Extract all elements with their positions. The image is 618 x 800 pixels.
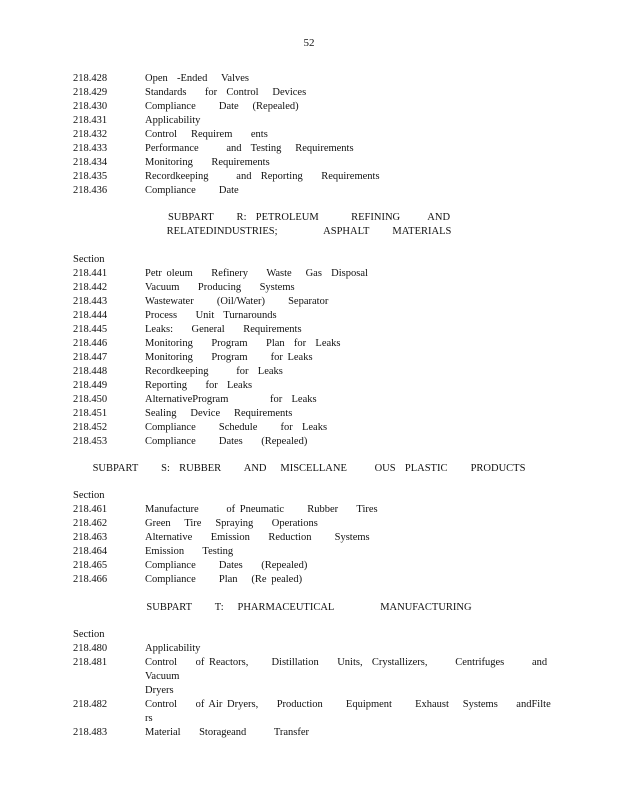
section-number: 218.444 bbox=[73, 310, 108, 321]
section-title: Vacuum Producing Systems bbox=[145, 282, 295, 293]
section-number: 218.441 bbox=[73, 268, 108, 279]
section-entry bbox=[73, 559, 553, 573]
section-entry bbox=[73, 100, 553, 114]
section-number: 218.429 bbox=[73, 87, 108, 98]
section-entry bbox=[73, 281, 553, 295]
section-entry bbox=[73, 72, 553, 86]
section-number: 218.481 bbox=[73, 657, 108, 668]
section-number: 218.453 bbox=[73, 436, 108, 447]
section-number: 218.482 bbox=[73, 699, 108, 710]
section-entry bbox=[73, 365, 553, 379]
section-title: Recordkeeping and Reporting Requirements bbox=[145, 171, 380, 182]
section-number: 218.465 bbox=[73, 560, 108, 571]
section-number: 218.432 bbox=[73, 129, 108, 140]
section-label: Section bbox=[73, 490, 105, 501]
section-title: AlternativeProgram for Leaks bbox=[145, 394, 317, 405]
subpart-s-heading: SUBPART S: RUBBER AND MISCELLANE OUS PLASTIC PRODUCTS bbox=[92, 463, 526, 474]
section-title: Compliance Date (Repealed) bbox=[145, 101, 299, 112]
section-list-block3 bbox=[73, 489, 553, 587]
section-number: 218.428 bbox=[73, 73, 108, 84]
section-title: Emission Testing bbox=[145, 546, 234, 557]
section-entry bbox=[73, 531, 553, 545]
section-entry bbox=[73, 393, 553, 407]
section-number: 218.443 bbox=[73, 296, 108, 307]
section-number: 218.450 bbox=[73, 394, 108, 405]
section-label: Section bbox=[73, 254, 105, 265]
section-title: Applicability bbox=[145, 643, 201, 654]
section-number: 218.442 bbox=[73, 282, 108, 293]
section-title: Monitoring Requirements bbox=[145, 157, 270, 168]
section-number: 218.463 bbox=[73, 532, 108, 543]
section-number: 218.445 bbox=[73, 324, 108, 335]
section-list-block4 bbox=[73, 628, 560, 740]
page-number: 52 bbox=[303, 37, 315, 49]
section-list-block1 bbox=[73, 72, 553, 198]
section-entry bbox=[73, 337, 553, 351]
section-title: Green Tire Spraying Operations bbox=[145, 518, 318, 529]
section-title: Recordkeeping for Leaks bbox=[145, 366, 283, 377]
section-entry bbox=[73, 128, 553, 142]
section-number: 218.480 bbox=[73, 643, 108, 654]
section-title: Compliance Plan (Re pealed) bbox=[145, 574, 303, 585]
section-entry bbox=[73, 295, 553, 309]
section-title: Open -Ended Valves bbox=[145, 73, 249, 84]
section-entry bbox=[73, 545, 553, 559]
subpart-t-heading: SUBPART T: PHARMACEUTICAL MANUFACTURING bbox=[146, 602, 472, 613]
section-number: 218.449 bbox=[73, 380, 108, 391]
section-entry bbox=[73, 642, 553, 656]
section-entry bbox=[73, 184, 553, 198]
section-entry bbox=[73, 407, 553, 421]
section-number: 218.435 bbox=[73, 171, 108, 182]
section-title: Monitoring Program Plan for Leaks bbox=[145, 338, 341, 349]
section-number: 218.464 bbox=[73, 546, 108, 557]
section-entry bbox=[73, 142, 553, 156]
section-label: Section bbox=[73, 629, 105, 640]
section-number: 218.431 bbox=[73, 115, 108, 126]
section-entry bbox=[73, 309, 553, 323]
section-title: Reporting for Leaks bbox=[145, 380, 253, 391]
section-number: 218.466 bbox=[73, 574, 108, 585]
section-title: Material Storageand Transfer bbox=[145, 727, 310, 738]
section-entry bbox=[73, 517, 553, 531]
section-number: 218.452 bbox=[73, 422, 108, 433]
section-title: Compliance Date bbox=[145, 185, 239, 196]
section-title: Petr oleum Refinery Waste Gas Disposal bbox=[145, 268, 368, 279]
section-title: Leaks: General Requirements bbox=[145, 324, 302, 335]
section-entry bbox=[73, 435, 553, 449]
section-entry bbox=[73, 351, 553, 365]
section-entry bbox=[73, 86, 553, 100]
section-title: Control of Air Dryers, Production Equipment Exhaust Systems andFilte rs bbox=[145, 699, 560, 724]
section-entry bbox=[73, 114, 553, 128]
section-title: Manufacture of Pneumatic Rubber Tires bbox=[145, 504, 378, 515]
section-number: 218.462 bbox=[73, 518, 108, 529]
section-title: Control Requirem ents bbox=[145, 129, 268, 140]
section-list-block2 bbox=[73, 253, 553, 449]
section-title: Monitoring Program for Leaks bbox=[145, 352, 313, 363]
section-entry bbox=[73, 573, 553, 587]
section-entry bbox=[73, 698, 560, 726]
section-entry bbox=[73, 170, 553, 184]
section-entry bbox=[73, 379, 553, 393]
section-number: 218.430 bbox=[73, 101, 108, 112]
section-number: 218.436 bbox=[73, 185, 108, 196]
section-number: 218.448 bbox=[73, 366, 108, 377]
section-number: 218.446 bbox=[73, 338, 108, 349]
section-title: Wastewater (Oil/Water) Separator bbox=[145, 296, 329, 307]
section-title: Compliance Dates (Repealed) bbox=[145, 436, 308, 447]
section-entry bbox=[73, 503, 553, 517]
section-title: Process Unit Turnarounds bbox=[145, 310, 277, 321]
section-entry bbox=[73, 156, 553, 170]
section-title: Applicability bbox=[145, 115, 201, 126]
section-title: Performance and Testing Requirements bbox=[145, 143, 354, 154]
section-number: 218.434 bbox=[73, 157, 108, 168]
section-title: Standards for Control Devices bbox=[145, 87, 307, 98]
section-title: Control of Reactors, Distillation Units, Crystallizers, Centrifuges and Vacuum Dryers bbox=[145, 657, 548, 696]
section-number: 218.433 bbox=[73, 143, 108, 154]
subpart-r-heading-line2: RELATEDINDUSTRIES; ASPHALT MATERIALS bbox=[166, 226, 452, 237]
section-entry bbox=[73, 421, 553, 435]
section-entry bbox=[73, 726, 553, 740]
section-number: 218.447 bbox=[73, 352, 108, 363]
section-number: 218.451 bbox=[73, 408, 108, 419]
section-entry bbox=[73, 267, 553, 281]
subpart-r-heading-line1: SUBPART R: PETROLEUM REFINING AND bbox=[167, 212, 451, 223]
section-title: Compliance Dates (Repealed) bbox=[145, 560, 308, 571]
section-entry bbox=[73, 323, 553, 337]
section-entry bbox=[73, 656, 553, 698]
section-title: Alternative Emission Reduction Systems bbox=[145, 532, 370, 543]
section-title: Sealing Device Requirements bbox=[145, 408, 293, 419]
section-number: 218.483 bbox=[73, 727, 108, 738]
section-number: 218.461 bbox=[73, 504, 108, 515]
section-title: Compliance Schedule for Leaks bbox=[145, 422, 328, 433]
